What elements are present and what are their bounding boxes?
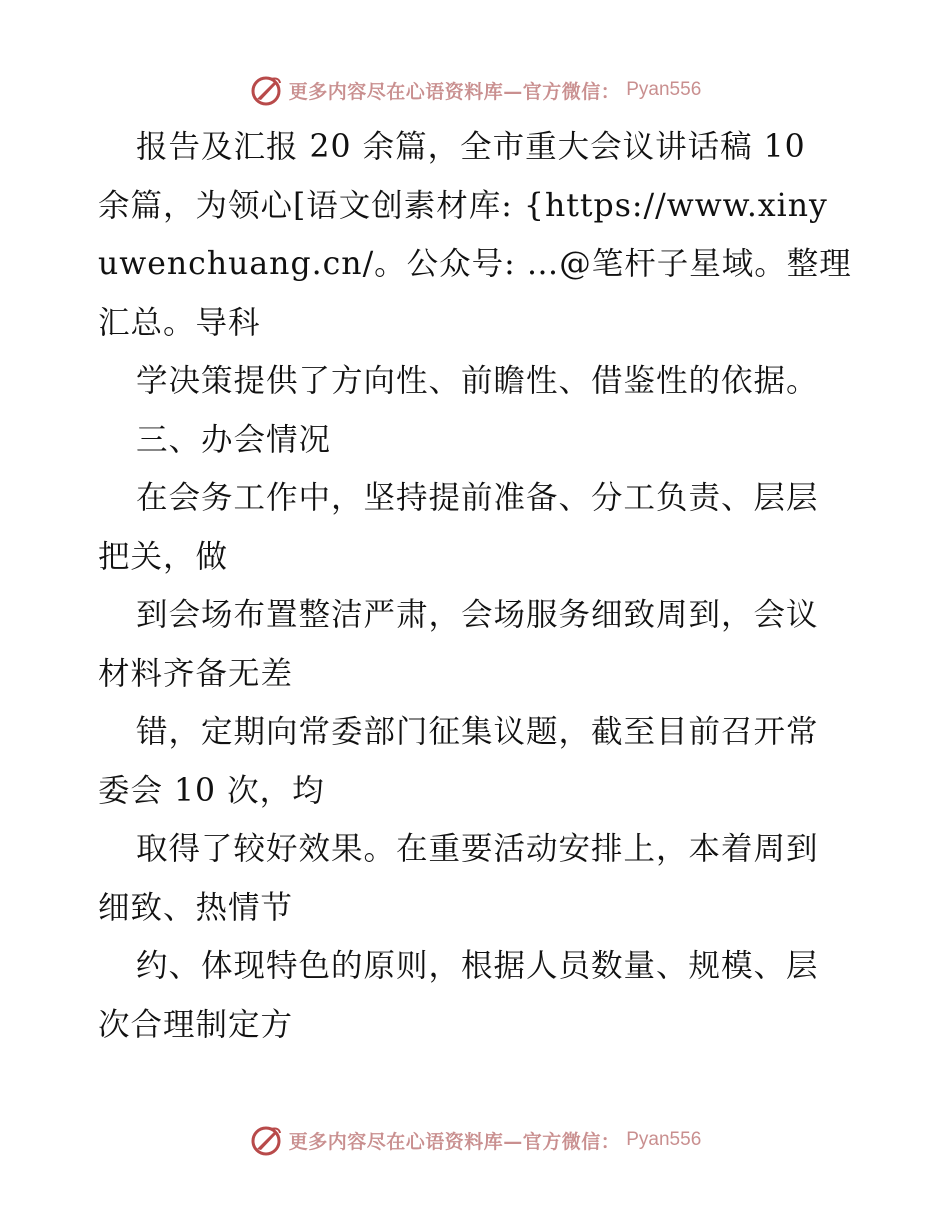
text-line: uwenchuang.cn/。公众号: …@笔杆子星域。整理 (98, 246, 852, 282)
header-banner-wechat: Pyan556 (626, 79, 702, 100)
text-line: 取得了较好效果。在重要活动安排上，本着周到 (136, 831, 819, 867)
footer-banner-wechat: Pyan556 (626, 1129, 702, 1150)
text-line: 材料齐备无差 (98, 655, 294, 692)
footer-banner (0, 1120, 950, 1160)
text-line: 到会场布置整洁严肃，会场服务细致周到，会议 (136, 597, 819, 633)
text-line: 把关，做 (98, 538, 229, 575)
header-banner-text: 更多内容尽在心语资料库—官方微信： (288, 80, 621, 103)
document-body (98, 118, 858, 1054)
text-line: 细致、热情节 (98, 889, 294, 926)
footer-banner-text: 更多内容尽在心语资料库—官方微信： (288, 1130, 621, 1153)
text-line: 在会务工作中，坚持提前准备、分工负责、层层 (136, 480, 819, 516)
text-line: 次合理制定方 (98, 1006, 294, 1043)
text-line: 委会 10 次，均 (98, 772, 325, 809)
text-line: 学决策提供了方向性、前瞻性、借鉴性的依据。 (136, 363, 819, 399)
quill-logo-icon (249, 1123, 283, 1157)
text-line: 汇总。导科 (98, 304, 261, 341)
header-banner (0, 70, 950, 110)
text-line: 错，定期向常委部门征集议题，截至目前召开常 (136, 714, 819, 750)
text-line: 余篇，为领心[语文创素材库: {https://www.xiny (98, 187, 828, 224)
text-line: 报告及汇报 20 余篇，全市重大会议讲话稿 10 (136, 129, 806, 165)
quill-logo-icon (249, 73, 283, 107)
text-line: 约、体现特色的原则，根据人员数量、规模、层 (136, 948, 819, 984)
text-line: 三、办会情况 (136, 421, 332, 458)
